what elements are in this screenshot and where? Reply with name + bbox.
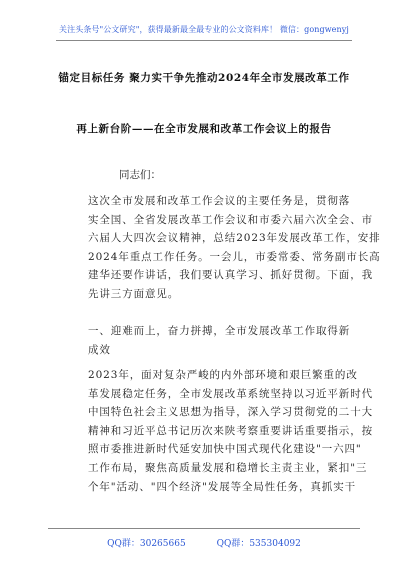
- text-line: 这次全市发展和改革工作会议的主要任务是，贯彻落: [88, 195, 351, 207]
- text-line: 建华还要作讲话，我们要认真学习、抓好贯彻。下面，我: [88, 269, 373, 282]
- text-line: 革发展稳定任务，全市发展改革系统坚持以习近平新时代: [88, 387, 373, 400]
- banner-divider: [56, 40, 352, 41]
- section-heading-1: [88, 322, 351, 359]
- text-line: 中国特色社会主义思想为指导，深入学习贯彻党的二十大: [88, 406, 373, 419]
- paragraph-2023-review: [88, 366, 373, 496]
- text-line: 一、迎难而上，奋力拼搏，全市发展改革工作取得新: [88, 325, 351, 337]
- text-line: 实全国、全省发展改革工作会议和市委六届六次全会、市: [88, 213, 373, 226]
- text-line: 精神和习近平总书记历次来陕考察重要讲话重要指示，按: [88, 424, 373, 437]
- text-line: 2024年重点工作任务。一会儿，市委常委、常务副市长高: [88, 250, 381, 263]
- document-title-line-2: 再上新台阶——在全市发展和改革工作会议上的报告: [76, 123, 332, 135]
- footer-contact: [0, 536, 408, 549]
- text-line: 照市委推进新时代延安加快中国式现代化建设"一六四": [88, 443, 362, 456]
- greeting: 同志们：: [119, 169, 161, 181]
- text-line: 2023年，面对复杂严峻的内外部环境和艰巨繁重的改: [88, 369, 358, 381]
- paragraph-intro: [88, 192, 381, 304]
- text-line: 成效: [88, 343, 111, 356]
- footer-divider: [48, 528, 360, 529]
- text-line: 六届人大四次会议精神，总结2023年发展改革工作，安排: [88, 232, 381, 245]
- promo-banner[interactable]: 关注头条号"公文研究"，获得最新最全最专业的公文资料库！ 微信：gongwenyj: [59, 25, 349, 34]
- text-line: 个年"活动、"四个经济"发展等全局性任务，真抓实干: [88, 480, 356, 493]
- document-title-line-1: 锚定目标任务 聚力实干争先推动2024年全市发展改革工作: [58, 72, 350, 84]
- text-line: 工作布局，聚焦高质量发展和稳增长主责主业，紧扣"三: [88, 461, 368, 474]
- qq-group-2[interactable]: QQ群：535304092: [216, 539, 301, 549]
- text-line: 先讲三方面意见。: [88, 287, 180, 300]
- qq-group-1[interactable]: QQ群：30265665: [107, 539, 186, 549]
